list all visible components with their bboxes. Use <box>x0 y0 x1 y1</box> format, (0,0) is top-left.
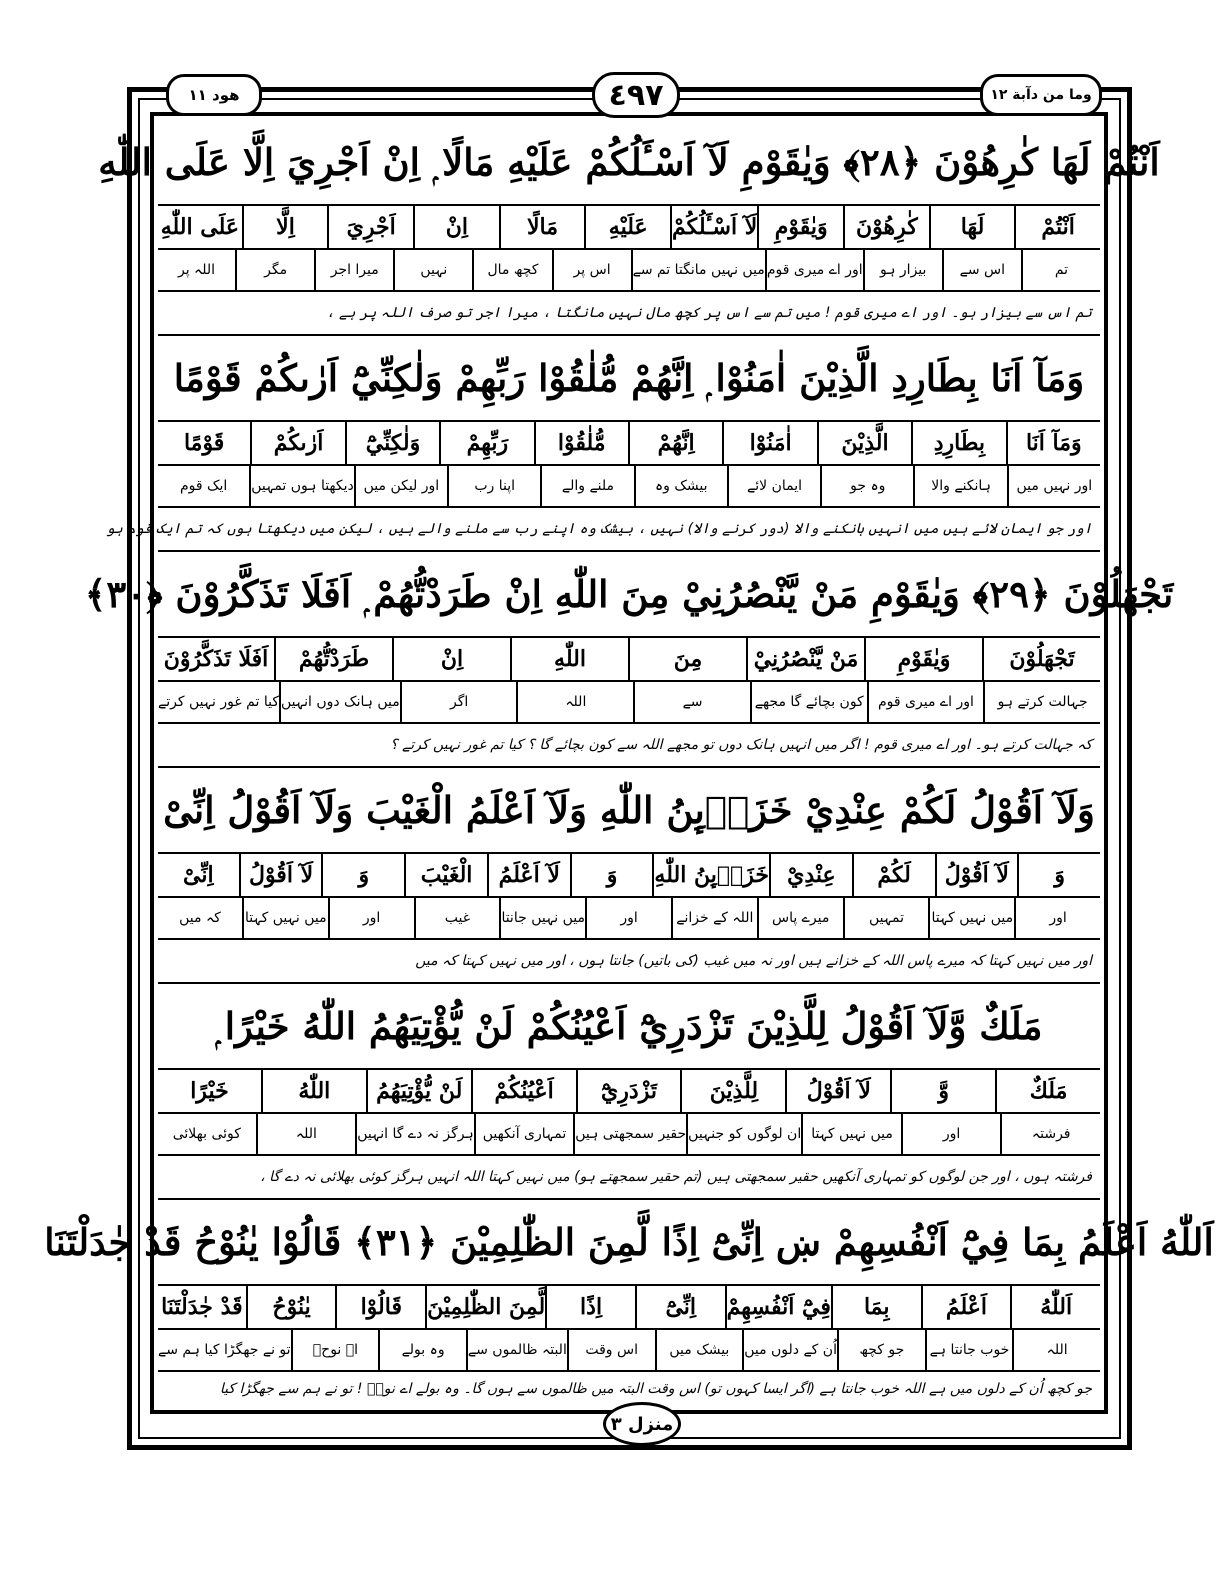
arabic-word-cell: اَللّٰهُ <box>1010 1286 1100 1328</box>
word-meaning-cell: کیا تم غور نہیں کرتے <box>158 694 279 710</box>
word-meaning-cell: دیکھتا ہوں تمہیں <box>249 466 354 506</box>
word-meaning-cell: فرشتہ <box>1000 1114 1100 1154</box>
arabic-word-cell: لَآ اَعْلَمُ <box>487 854 570 896</box>
word-meaning-cell: اس سے <box>942 250 1021 290</box>
word-meaning-cell: اے نوحؑ <box>291 1330 379 1370</box>
arabic-word-cell: اِنَّهُمْ <box>628 422 722 464</box>
arabic-word-cell: رَبِّهِمْ <box>439 422 533 464</box>
arabic-word-cell: اَجْرِيَ <box>327 206 413 248</box>
arabic-word-cell: اَرٰىكُمْ <box>250 422 344 464</box>
word-meaning-cell: اور <box>328 898 414 938</box>
word-meaning-cell: بیشک وہ <box>634 466 727 506</box>
word-meaning-cell: میں نہیں کہتا <box>801 1114 901 1154</box>
arabic-word-cell: وَ <box>1017 854 1100 896</box>
word-meaning-cell: میرا اجر <box>314 250 393 290</box>
arabic-word-cell: كٰرِهُوْنَ <box>843 206 929 248</box>
word-meaning-cell: میں ہانک دوں انہیں <box>279 682 400 722</box>
arabic-word-cell: قَالُوْا <box>335 1286 425 1328</box>
word-meaning-cell: اور اے میری قوم <box>867 682 984 722</box>
arabic-word-cell: اَعْيُنُكُمْ <box>471 1070 576 1112</box>
word-row <box>158 1286 1100 1330</box>
word-meaning-cell: اللہ پر <box>177 262 216 278</box>
arabic-word-cell: لَآ اَقُوْلُ <box>935 854 1018 896</box>
arabic-word-cell: وَ <box>570 854 653 896</box>
word-meaning-cell: البتہ ظالموں سے <box>466 1330 567 1370</box>
word-row <box>158 1070 1100 1114</box>
arabic-word-cell: اِنِّىْ <box>183 862 214 888</box>
arabic-word-cell: الْغَيْبَ <box>404 854 487 896</box>
word-row <box>158 854 1100 898</box>
arabic-word-cell: الَّذِيْنَ <box>817 422 911 464</box>
word-meaning-cell: اللہ <box>1012 1330 1100 1370</box>
word-meaning-cell: وہ جو <box>820 466 913 506</box>
word-meaning-cell: غیب <box>414 898 500 938</box>
arabic-word-cell: وَلٰكِنِّيْٓ <box>345 422 439 464</box>
page-number: ٤٩٧ <box>592 72 680 118</box>
meaning-row <box>158 1330 1100 1372</box>
word-meaning-cell: کون بچائے گا مجھے <box>750 682 867 722</box>
arabic-word-cell: اَعْلَمُ <box>921 1286 1011 1328</box>
word-meaning-cell: مگر <box>235 250 314 290</box>
meaning-row <box>158 250 1100 292</box>
arabic-word-cell: لَّمِنَ الظّٰلِمِيْنَ <box>425 1286 545 1328</box>
translation-line: اور میں نہیں کہتا کہ میرے پاس اللہ کے خزانے ہیں اور نہ میں غیب (کی باتیں) جانتا ہوں ، اور میں نہیں کہتا کہ میں <box>158 940 1100 984</box>
manzil-badge: منزل ٣ <box>603 1402 681 1446</box>
arabic-word-cell: خَيْرًا <box>190 1078 229 1104</box>
word-meaning-cell: بیزار ہو <box>863 250 942 290</box>
arabic-word-cell: لِلَّذِيْنَ <box>680 1070 785 1112</box>
word-row <box>158 638 1100 682</box>
word-meaning-cell: اللہ کے خزانے <box>671 898 757 938</box>
arabic-word-cell: عَلَى اللّٰهِ <box>160 214 239 240</box>
word-meaning-cell: اور <box>901 1114 1001 1154</box>
word-meaning-cell: خوب جانتا ہے <box>925 1330 1013 1370</box>
word-meaning-cell: اللہ <box>256 1114 356 1154</box>
arabic-word-cell: تَجْهَلُوْنَ <box>982 638 1100 680</box>
translation-line: اور جو ایمان لائے ہیں میں انہیں ہانکنے والا (دور کرنے والا) نہیں ، بیشک وہ اپنے رب سے ملنے والے ہیں ، لیکن میں دیکھتا ہوں کہ تم ایک قوم ہو <box>158 508 1100 552</box>
verse-line: وَمَآ اَنَا بِطَارِدِ الَّذِيْنَ اٰمَنُوْا ۭ اِنَّهُمْ مُّلٰقُوْا رَبِّهِمْ وَلٰكِنِّيْٓ اَرٰىكُمْ قَوْمًا <box>158 336 1100 422</box>
word-meaning-cell: وہ بولے <box>378 1330 466 1370</box>
meaning-row <box>158 466 1100 508</box>
word-meaning-cell: میں نہیں کہتا <box>928 898 1014 938</box>
meaning-row <box>158 682 1100 724</box>
arabic-word-cell: لَآ اَسْـَٔلُكُمْ <box>670 206 757 248</box>
verse-line: اَللّٰهُ اَعْلَمُ بِمَا فِيْٓ اَنْفُسِهِمْ ښ اِنِّىْٓ اِذًا لَّمِنَ الظّٰلِمِيْنَ ﴿٣١﴾ قَالُوْا يٰنُوْحُ قَدْ جٰدَلْتَنَا <box>158 1200 1100 1286</box>
word-meaning-cell: بیشک میں <box>655 1330 743 1370</box>
arabic-word-cell: طَرَدْتُّهُمْ <box>274 638 392 680</box>
arabic-word-cell: اِذًا <box>545 1286 635 1328</box>
word-meaning-cell: تمہاری آنکھیں <box>474 1114 574 1154</box>
word-meaning-cell: اور <box>1014 898 1100 938</box>
arabic-word-cell: وَمَآ اَنَا <box>1006 422 1100 464</box>
word-meaning-cell: تم <box>1021 250 1100 290</box>
verse-line: وَلَآ اَقُوْلُ لَكُمْ عِنْدِيْ خَزَاۗىِٕنُ اللّٰهِ وَلَآ اَعْلَمُ الْغَيْبَ وَلَآ اَقُوْلُ اِنِّىْ <box>158 768 1100 854</box>
arabic-word-cell: وَيٰقَوْمِ <box>864 638 982 680</box>
arabic-word-cell: قَوْمًا <box>183 430 225 456</box>
arabic-word-cell: اٰمَنُوْا <box>722 422 816 464</box>
arabic-word-cell: اِنِّىْٓ <box>635 1286 725 1328</box>
arabic-word-cell: مِنَ <box>628 638 746 680</box>
arabic-word-cell: بِطَارِدِ <box>911 422 1005 464</box>
arabic-word-cell: لَآ اَقُوْلُ <box>785 1070 890 1112</box>
translation-line: فرشتہ ہوں ، اور جن لوگوں کو تمہاری آنکھیں حقیر سمجھتی ہیں (تم حقیر سمجھتے ہو) میں نہیں کہتا اللہ انہیں ہرگز کوئی بھلائی نہ دے گا ، <box>158 1156 1100 1200</box>
arabic-word-cell: لَنْ يُّؤْتِيَهُمُ <box>366 1070 471 1112</box>
word-meaning-cell: اگر <box>400 682 517 722</box>
word-meaning-cell: حقیر سمجھتی ہیں <box>573 1114 686 1154</box>
word-meaning-cell: ایک قوم <box>179 478 228 494</box>
word-meaning-cell: میں نہیں کہتا <box>242 898 328 938</box>
word-meaning-cell: کہ میں <box>179 910 221 926</box>
arabic-word-cell: فِيْٓ اَنْفُسِهِمْ <box>725 1286 831 1328</box>
arabic-word-cell: عَلَيْهِ <box>584 206 670 248</box>
word-meaning-cell: کوئی بھلائی <box>172 1126 241 1142</box>
word-meaning-cell: تو نے جھگڑا کیا ہم سے <box>158 1342 291 1358</box>
arabic-word-cell: تَزْدَرِيْٓ <box>576 1070 681 1112</box>
word-meaning-cell: میں نہیں مانگتا تم سے <box>631 250 765 290</box>
word-meaning-cell: اس پر <box>552 250 631 290</box>
word-meaning-cell: اپنا رب <box>447 466 540 506</box>
arabic-word-cell: اللّٰهُ <box>261 1070 366 1112</box>
word-meaning-cell: اللہ <box>516 682 633 722</box>
arabic-word-cell: اللّٰهِ <box>510 638 628 680</box>
arabic-word-cell: وَيٰقَوْمِ <box>757 206 843 248</box>
word-meaning-cell: اور <box>585 898 671 938</box>
meaning-row <box>158 1114 1100 1156</box>
arabic-word-cell: وَ <box>321 854 404 896</box>
arabic-word-cell: وَّ <box>890 1070 995 1112</box>
verse-line: تَجْهَلُوْنَ ﴿٢٩﴾ وَيٰقَوْمِ مَنْ يَّنْصُرُنِيْ مِنَ اللّٰهِ اِنْ طَرَدْتُّهُمْ ۭ اَفَلَا تَذَكَّرُوْنَ ﴿٣٠﴾ <box>158 552 1100 638</box>
arabic-word-cell: مَنْ يَّنْصُرُنِيْ <box>746 638 864 680</box>
juz-name-tab: وما من دآبة ١٢ <box>980 74 1102 116</box>
quran-page-content <box>44 120 1214 1406</box>
meaning-row <box>158 898 1100 940</box>
word-meaning-cell: میرے پاس <box>757 898 843 938</box>
word-meaning-cell: اور نہیں میں <box>1007 466 1100 506</box>
word-meaning-cell: جہالت کرتے ہو <box>983 682 1100 722</box>
word-meaning-cell: ہرگز نہ دے گا انہیں <box>355 1114 473 1154</box>
surah-name-tab: هود ١١ <box>166 74 262 116</box>
arabic-word-cell: لَهَا <box>929 206 1015 248</box>
arabic-word-cell: مُّلٰقُوْا <box>534 422 628 464</box>
arabic-word-cell: مَلَكٌ <box>995 1070 1100 1112</box>
verse-line: مَلَكٌ وَّلَآ اَقُوْلُ لِلَّذِيْنَ تَزْدَرِيْٓ اَعْيُنُكُمْ لَنْ يُّؤْتِيَهُمُ اللّٰهُ خَيْرًا ۭ <box>158 984 1100 1070</box>
arabic-word-cell: خَزَاۗىِٕنُ اللّٰهِ <box>652 854 769 896</box>
arabic-word-cell: اِلَّا <box>242 206 328 248</box>
word-meaning-cell: ہانکنے والا <box>913 466 1006 506</box>
word-row <box>158 206 1100 250</box>
word-row <box>158 422 1100 466</box>
word-meaning-cell: تمہیں <box>843 898 929 938</box>
arabic-word-cell: عِنْدِيْ <box>769 854 852 896</box>
arabic-word-cell: اِنْ <box>392 638 510 680</box>
word-meaning-cell: کچھ مال <box>472 250 551 290</box>
word-meaning-cell: جو کچھ <box>837 1330 925 1370</box>
word-meaning-cell: اور اے میری قوم <box>765 250 863 290</box>
word-meaning-cell: ان لوگوں کو جنہیں <box>686 1114 801 1154</box>
translation-line: تم اس سے بیزار ہو۔ اور اے میری قوم ! میں تم سے اس پر کچھ مال نہیں مانگتا ، میرا اجر تو صرف اللہ پر ہے ، <box>158 292 1100 336</box>
arabic-word-cell: اَنْتُمْ <box>1014 206 1100 248</box>
word-meaning-cell: نہیں <box>393 250 472 290</box>
arabic-word-cell: لَكُمْ <box>852 854 935 896</box>
word-meaning-cell: ایمان لائے <box>727 466 820 506</box>
arabic-word-cell: اِنْ <box>413 206 499 248</box>
word-meaning-cell: میں نہیں جانتا <box>499 898 585 938</box>
arabic-word-cell: لَآ اَقُوْلُ <box>239 854 322 896</box>
verse-line: اَنْتُمْ لَهَا كٰرِهُوْنَ ﴿٢٨﴾ وَيٰقَوْمِ لَآ اَسْـَٔلُكُمْ عَلَيْهِ مَالًا ۭ اِنْ اَجْرِيَ اِلَّا عَلَى اللّٰهِ <box>158 120 1100 206</box>
arabic-word-cell: يٰنُوْحُ <box>246 1286 336 1328</box>
arabic-word-cell: اَفَلَا تَذَكَّرُوْنَ <box>163 646 269 672</box>
word-meaning-cell: اُن کے دلوں میں <box>742 1330 837 1370</box>
arabic-word-cell: بِمَا <box>831 1286 921 1328</box>
word-meaning-cell: ملنے والے <box>540 466 633 506</box>
arabic-word-cell: مَالًا <box>499 206 585 248</box>
word-meaning-cell: اس وقت <box>567 1330 655 1370</box>
word-meaning-cell: سے <box>633 682 750 722</box>
word-meaning-cell: اور لیکن میں <box>354 466 447 506</box>
arabic-word-cell: قَدْ جٰدَلْتَنَا <box>161 1294 243 1320</box>
translation-line: جو کچھ اُن کے دلوں میں ہے اللہ خوب جانتا ہے (اگر ایسا کہوں تو) اس وقت البتہ میں ظالموں سے ہوں گا۔ وہ بولے اے نوحؑ ! تو نے ہم سے جھگڑا کیا <box>219 1381 1092 1397</box>
translation-line: کہ جہالت کرتے ہو۔ اور اے میری قوم ! اگر میں انہیں ہانک دوں تو مجھے اللہ سے کون بچائے گا ؟ کیا تم غور نہیں کرتے ؟ <box>158 724 1100 768</box>
